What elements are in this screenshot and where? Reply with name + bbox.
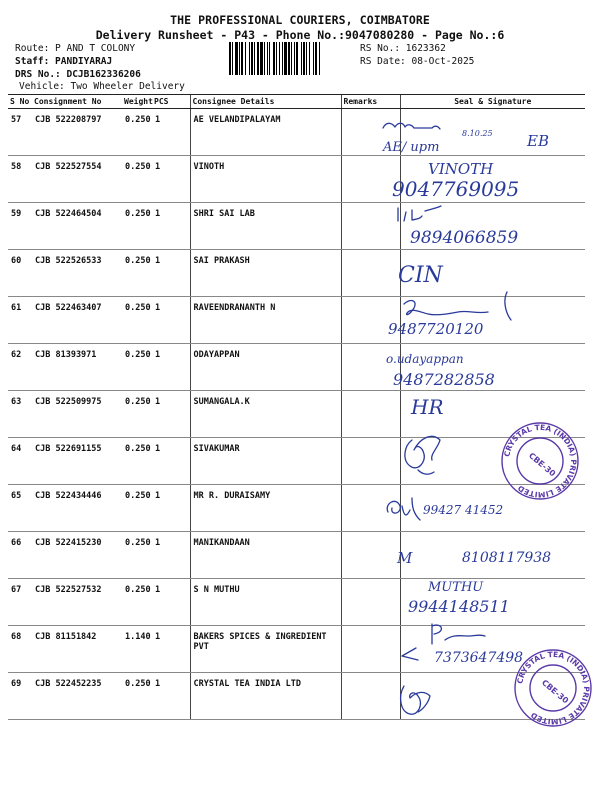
row-signature <box>400 109 585 156</box>
r62-phone: 9487282858 <box>393 370 495 389</box>
barcode-bar <box>264 42 265 75</box>
row-sno: 66 <box>8 532 32 579</box>
row-weight: 0.250 <box>122 297 152 344</box>
row-sno: 57 <box>8 109 32 156</box>
row-weight: 0.250 <box>122 109 152 156</box>
row-signature <box>400 673 585 720</box>
col-consignee: Consignee Details <box>190 95 341 109</box>
barcode-bar <box>257 42 259 75</box>
table-row <box>8 297 585 344</box>
row-signature <box>400 485 585 532</box>
rs-number: RS No.: 1623362 <box>360 43 446 54</box>
row-sno: 68 <box>8 626 32 673</box>
row-remarks <box>341 297 400 344</box>
row-weight: 0.250 <box>122 438 152 485</box>
table-row <box>8 250 585 297</box>
row-remarks <box>341 579 400 626</box>
row-pcs: 1 <box>152 250 190 297</box>
col-remarks: Remarks <box>341 95 400 109</box>
r66-initial: M <box>397 549 413 567</box>
barcode-bar <box>245 42 246 75</box>
delivery-table <box>8 94 585 720</box>
barcode-bar <box>279 42 280 75</box>
rs-date: RS Date: 08-Oct-2025 <box>360 56 475 67</box>
row-signature <box>400 156 585 203</box>
barcode-bar <box>303 42 305 75</box>
row-sno: 61 <box>8 297 32 344</box>
row-remarks <box>341 109 400 156</box>
row-signature <box>400 344 585 391</box>
row-weight: 0.250 <box>122 344 152 391</box>
row-consignee: SUMANGALA.K <box>190 391 341 438</box>
r59-phone: 9894066859 <box>410 228 519 248</box>
row-pcs: 1 <box>152 485 190 532</box>
row-sno: 63 <box>8 391 32 438</box>
barcode-bar <box>260 42 263 75</box>
barcode-bar <box>269 42 270 75</box>
row-consignee: ODAYAPPAN <box>190 344 341 391</box>
row-remarks <box>341 391 400 438</box>
row-consignment-no: CJB 81151842 <box>32 626 122 673</box>
row-signature <box>400 532 585 579</box>
stamp2-company: CRYSTAL TEA (INDIA) PRIVATE LIMITED <box>515 649 592 727</box>
row-consignee: SAI PRAKASH <box>190 250 341 297</box>
row-consignee: SHRI SAI LAB <box>190 203 341 250</box>
barcode-bar <box>241 42 243 75</box>
row-remarks <box>341 156 400 203</box>
row-remarks <box>341 250 400 297</box>
row-weight: 0.250 <box>122 532 152 579</box>
row-consignment-no: CJB 522208797 <box>32 109 122 156</box>
row-pcs: 1 <box>152 438 190 485</box>
row-pcs: 1 <box>152 109 190 156</box>
barcode-bar <box>251 42 253 75</box>
row-remarks <box>341 203 400 250</box>
row-sno: 59 <box>8 203 32 250</box>
drs-number: DRS No.: DCJB162336206 <box>15 69 141 80</box>
barcode-bar <box>306 42 307 75</box>
row-weight: 0.250 <box>122 203 152 250</box>
r57-name: AE/ upm <box>383 140 440 155</box>
r57-tag: EB <box>527 132 549 150</box>
row-consignee: CRYSTAL TEA INDIA LTD <box>190 673 341 720</box>
barcode-image <box>229 42 355 75</box>
barcode-bar <box>267 42 268 75</box>
row-consignee: MANIKANDAAN <box>190 532 341 579</box>
vehicle-label: Vehicle: Two Wheeler Delivery <box>19 81 185 92</box>
row-consignment-no: CJB 522415230 <box>32 532 122 579</box>
row-consignment-no: CJB 522434446 <box>32 485 122 532</box>
table-row <box>8 485 585 532</box>
r62-name: o.udayappan <box>386 352 464 366</box>
table-row <box>8 626 585 673</box>
row-weight: 0.250 <box>122 156 152 203</box>
r68-phone: 7373647498 <box>434 650 524 666</box>
table-row <box>8 532 585 579</box>
row-signature <box>400 391 585 438</box>
row-consignee: S N MUTHU <box>190 579 341 626</box>
row-remarks <box>341 344 400 391</box>
company-title: THE PROFESSIONAL COURIERS, COIMBATORE <box>170 13 430 27</box>
row-consignment-no: CJB 522691155 <box>32 438 122 485</box>
row-pcs: 1 <box>152 673 190 720</box>
row-remarks <box>341 626 400 673</box>
table-row <box>8 579 585 626</box>
barcode-bar <box>288 42 290 75</box>
r65-phone: 99427 41452 <box>423 503 504 517</box>
row-pcs: 1 <box>152 156 190 203</box>
row-weight: 1.140 <box>122 626 152 673</box>
barcode-bar <box>309 42 310 75</box>
row-consignment-no: CJB 522464504 <box>32 203 122 250</box>
barcode-bar <box>254 42 255 75</box>
r61-phone: 9487720120 <box>388 320 484 338</box>
col-consignment: Consignment No <box>32 95 122 109</box>
barcode-bar <box>296 42 298 75</box>
row-signature <box>400 438 585 485</box>
row-weight: 0.250 <box>122 485 152 532</box>
row-consignment-no: CJB 522463407 <box>32 297 122 344</box>
runsheet-subtitle: Delivery Runsheet - P43 - Phone No.:9047080280 - Page No.:6 <box>95 28 505 42</box>
row-consignment-no: CJB 81393971 <box>32 344 122 391</box>
row-consignment-no: CJB 522526533 <box>32 250 122 297</box>
col-pcs: PCS <box>152 95 190 109</box>
row-pcs: 1 <box>152 203 190 250</box>
table-row <box>8 344 585 391</box>
row-sno: 62 <box>8 344 32 391</box>
row-signature <box>400 579 585 626</box>
barcode-bar <box>313 42 314 75</box>
row-consignment-no: CJB 522527554 <box>32 156 122 203</box>
table-row <box>8 673 585 720</box>
row-sno: 69 <box>8 673 32 720</box>
row-weight: 0.250 <box>122 391 152 438</box>
stamp1-company: CRYSTAL TEA (INDIA) PRIVATE LIMITED <box>502 422 579 500</box>
row-weight: 0.250 <box>122 250 152 297</box>
row-remarks <box>341 532 400 579</box>
row-consignee: RAVEENDRANANTH N <box>190 297 341 344</box>
row-signature <box>400 626 585 673</box>
r63-mark: HR <box>411 395 444 419</box>
r58-name: VINOTH <box>428 160 494 178</box>
col-sno: S No <box>8 95 32 109</box>
row-consignee: MR R. DURAISAMY <box>190 485 341 532</box>
barcode-bar <box>276 42 277 75</box>
barcode-bar <box>239 42 240 75</box>
row-sno: 64 <box>8 438 32 485</box>
row-pcs: 1 <box>152 297 190 344</box>
barcode-bar <box>301 42 302 75</box>
col-weight: Weight <box>122 95 152 109</box>
col-signature: Seal & Signature <box>400 95 585 109</box>
row-sno: 58 <box>8 156 32 203</box>
row-pcs: 1 <box>152 579 190 626</box>
barcode-bar <box>235 42 238 75</box>
row-consignee: SIVAKUMAR <box>190 438 341 485</box>
staff-label: Staff: PANDIYARAJ <box>15 56 113 67</box>
row-remarks <box>341 438 400 485</box>
row-remarks <box>341 485 400 532</box>
stamp1-branch: CBE-30 <box>526 450 558 479</box>
row-pcs: 1 <box>152 344 190 391</box>
row-consignee: VINOTH <box>190 156 341 203</box>
barcode-bar <box>315 42 317 75</box>
barcode-bar <box>291 42 292 75</box>
r66-phone: 8108117938 <box>462 550 552 566</box>
table-header-row <box>8 95 585 109</box>
route-label: Route: P AND T COLONY <box>15 43 136 54</box>
barcode-bar <box>273 42 275 75</box>
row-sno: 60 <box>8 250 32 297</box>
row-consignment-no: CJB 522452235 <box>32 673 122 720</box>
barcode-bar <box>249 42 250 75</box>
table-row <box>8 391 585 438</box>
row-signature <box>400 203 585 250</box>
table-row <box>8 156 585 203</box>
barcode-bar <box>319 42 320 75</box>
row-remarks <box>341 673 400 720</box>
barcode-bar <box>294 42 295 75</box>
row-consignment-no: CJB 522509975 <box>32 391 122 438</box>
table-row <box>8 109 585 156</box>
row-pcs: 1 <box>152 532 190 579</box>
barcode-bar <box>232 42 233 75</box>
r67-phone: 9944148511 <box>408 597 510 616</box>
row-sno: 67 <box>8 579 32 626</box>
row-signature <box>400 250 585 297</box>
stamp2-branch: CBE-30 <box>539 677 571 706</box>
row-signature <box>400 297 585 344</box>
row-pcs: 1 <box>152 626 190 673</box>
r67-name: MUTHU <box>428 580 484 595</box>
barcode-bar <box>284 42 287 75</box>
r58-phone: 9047769095 <box>392 177 520 201</box>
r60-mark: CIN <box>398 263 443 288</box>
row-consignee: BAKERS SPICES & INGREDIENT PVT <box>190 626 341 673</box>
row-weight: 0.250 <box>122 673 152 720</box>
barcode-bar <box>229 42 231 75</box>
row-weight: 0.250 <box>122 579 152 626</box>
table-row <box>8 438 585 485</box>
barcode-bar <box>282 42 283 75</box>
row-consignee: AE VELANDIPALAYAM <box>190 109 341 156</box>
row-pcs: 1 <box>152 391 190 438</box>
row-sno: 65 <box>8 485 32 532</box>
table-row <box>8 203 585 250</box>
r57-date: 8.10.25 <box>462 129 493 138</box>
row-consignment-no: CJB 522527532 <box>32 579 122 626</box>
